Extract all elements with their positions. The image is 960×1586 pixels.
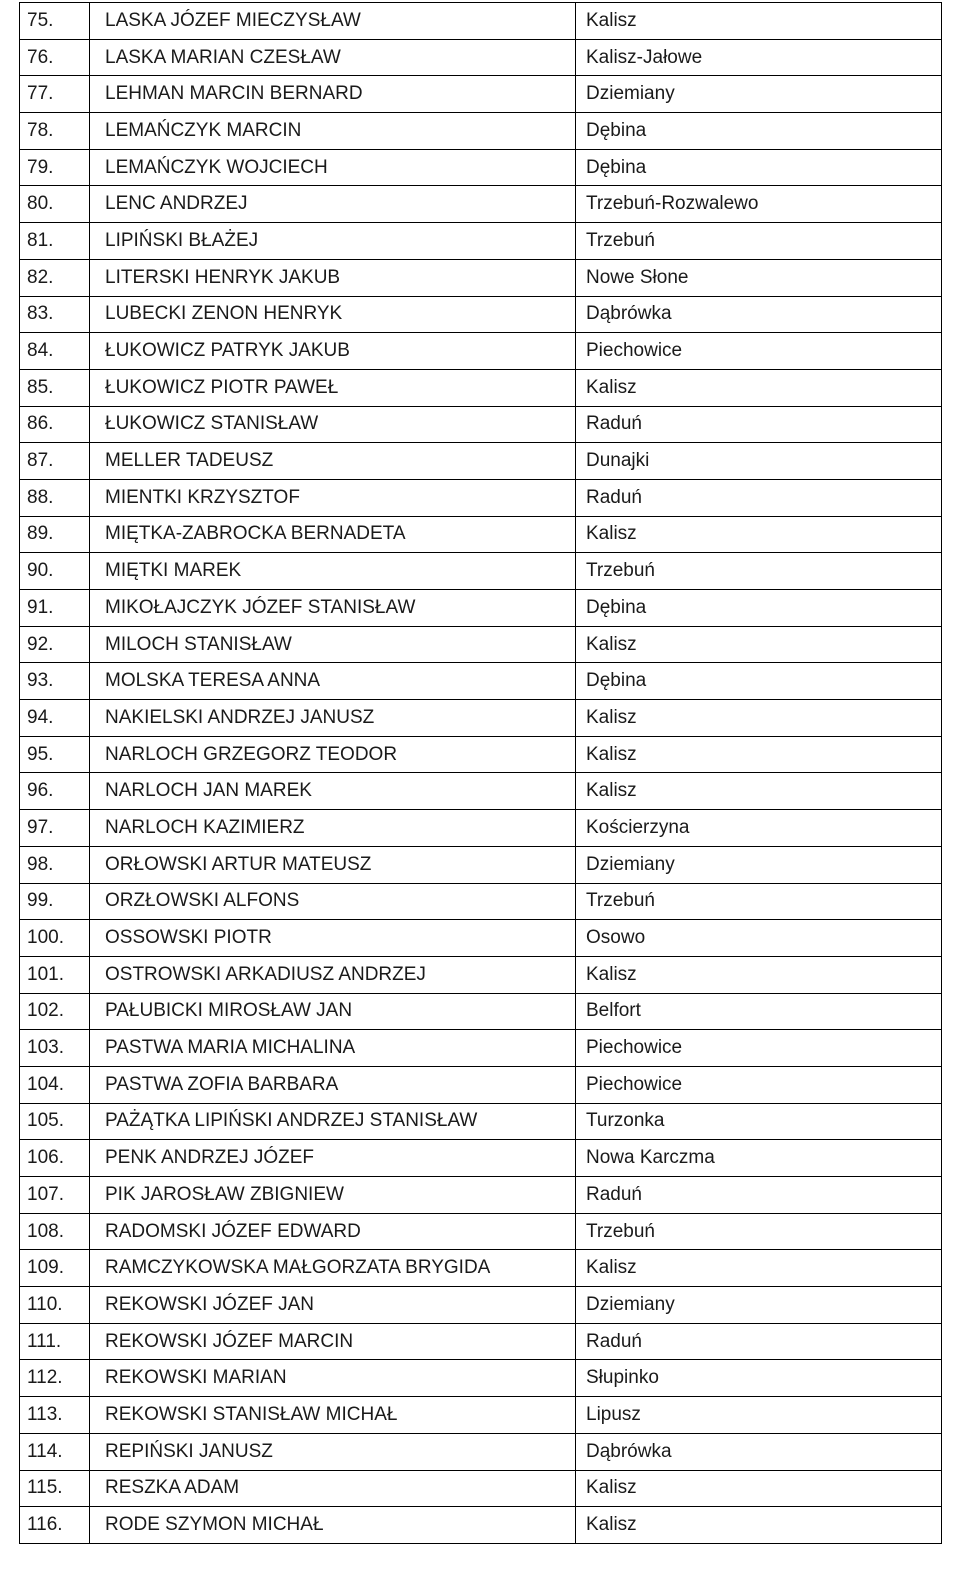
place-name: Kalisz bbox=[576, 956, 942, 993]
person-name: ORŁOWSKI ARTUR MATEUSZ bbox=[90, 846, 576, 883]
row-number: 81. bbox=[20, 223, 90, 260]
person-name: RESZKA ADAM bbox=[90, 1470, 576, 1507]
place-name: Piechowice bbox=[576, 333, 942, 370]
row-number: 113. bbox=[20, 1397, 90, 1434]
person-name: RAMCZYKOWSKA MAŁGORZATA BRYGIDA bbox=[90, 1250, 576, 1287]
place-name: Dębina bbox=[576, 149, 942, 186]
table-row bbox=[20, 1287, 942, 1324]
place-name: Piechowice bbox=[576, 1030, 942, 1067]
table-row bbox=[20, 1433, 942, 1470]
table-row bbox=[20, 1323, 942, 1360]
place-name: Trzebuń-Rozwalewo bbox=[576, 186, 942, 223]
row-number: 103. bbox=[20, 1030, 90, 1067]
place-name: Trzebuń bbox=[576, 223, 942, 260]
table-row bbox=[20, 296, 942, 333]
row-number: 92. bbox=[20, 626, 90, 663]
person-name: NARLOCH KAZIMIERZ bbox=[90, 810, 576, 847]
row-number: 82. bbox=[20, 259, 90, 296]
table-row bbox=[20, 39, 942, 76]
person-name: ORZŁOWSKI ALFONS bbox=[90, 883, 576, 920]
person-name: REKOWSKI JÓZEF MARCIN bbox=[90, 1323, 576, 1360]
table-row bbox=[20, 810, 942, 847]
person-name: MIENTKI KRZYSZTOF bbox=[90, 479, 576, 516]
place-name: Nowa Karczma bbox=[576, 1140, 942, 1177]
person-name: ŁUKOWICZ STANISŁAW bbox=[90, 406, 576, 443]
person-name: LASKA JÓZEF MIECZYSŁAW bbox=[90, 3, 576, 40]
place-name: Raduń bbox=[576, 479, 942, 516]
person-name: REPIŃSKI JANUSZ bbox=[90, 1433, 576, 1470]
row-number: 99. bbox=[20, 883, 90, 920]
person-name: MIĘTKA-ZABROCKA BERNADETA bbox=[90, 516, 576, 553]
person-name: REKOWSKI MARIAN bbox=[90, 1360, 576, 1397]
row-number: 108. bbox=[20, 1213, 90, 1250]
place-name: Dąbrówka bbox=[576, 296, 942, 333]
table-row bbox=[20, 479, 942, 516]
person-name: MIĘTKI MAREK bbox=[90, 553, 576, 590]
place-name: Dziemiany bbox=[576, 76, 942, 113]
place-name: Kalisz bbox=[576, 773, 942, 810]
row-number: 114. bbox=[20, 1433, 90, 1470]
row-number: 95. bbox=[20, 736, 90, 773]
place-name: Dziemiany bbox=[576, 1287, 942, 1324]
table-row bbox=[20, 773, 942, 810]
place-name: Kalisz bbox=[576, 3, 942, 40]
place-name: Nowe Słone bbox=[576, 259, 942, 296]
roster-body bbox=[20, 3, 942, 1544]
table-row bbox=[20, 846, 942, 883]
person-name: LUBECKI ZENON HENRYK bbox=[90, 296, 576, 333]
table-row bbox=[20, 333, 942, 370]
person-name: LIPIŃSKI BŁAŻEJ bbox=[90, 223, 576, 260]
table-row bbox=[20, 956, 942, 993]
place-name: Kalisz bbox=[576, 626, 942, 663]
place-name: Kalisz bbox=[576, 516, 942, 553]
row-number: 110. bbox=[20, 1287, 90, 1324]
row-number: 80. bbox=[20, 186, 90, 223]
table-row bbox=[20, 223, 942, 260]
table-row bbox=[20, 1397, 942, 1434]
person-name: MIKOŁAJCZYK JÓZEF STANISŁAW bbox=[90, 590, 576, 627]
person-name: ŁUKOWICZ PATRYK JAKUB bbox=[90, 333, 576, 370]
row-number: 90. bbox=[20, 553, 90, 590]
row-number: 115. bbox=[20, 1470, 90, 1507]
person-name: PASTWA ZOFIA BARBARA bbox=[90, 1066, 576, 1103]
place-name: Kalisz bbox=[576, 1470, 942, 1507]
row-number: 79. bbox=[20, 149, 90, 186]
table-row bbox=[20, 259, 942, 296]
table-row bbox=[20, 1140, 942, 1177]
place-name: Kalisz-Jałowe bbox=[576, 39, 942, 76]
row-number: 76. bbox=[20, 39, 90, 76]
row-number: 91. bbox=[20, 590, 90, 627]
table-row bbox=[20, 113, 942, 150]
person-name: LEHMAN MARCIN BERNARD bbox=[90, 76, 576, 113]
place-name: Kalisz bbox=[576, 1250, 942, 1287]
table-row bbox=[20, 76, 942, 113]
person-name: NARLOCH JAN MAREK bbox=[90, 773, 576, 810]
row-number: 83. bbox=[20, 296, 90, 333]
place-name: Turzonka bbox=[576, 1103, 942, 1140]
person-name: MILOCH STANISŁAW bbox=[90, 626, 576, 663]
place-name: Dziemiany bbox=[576, 846, 942, 883]
table-row bbox=[20, 516, 942, 553]
person-name: LENC ANDRZEJ bbox=[90, 186, 576, 223]
table-row bbox=[20, 626, 942, 663]
place-name: Kalisz bbox=[576, 1507, 942, 1544]
person-name: LASKA MARIAN CZESŁAW bbox=[90, 39, 576, 76]
row-number: 107. bbox=[20, 1177, 90, 1214]
person-name: PIK JAROSŁAW ZBIGNIEW bbox=[90, 1177, 576, 1214]
row-number: 98. bbox=[20, 846, 90, 883]
row-number: 75. bbox=[20, 3, 90, 40]
row-number: 106. bbox=[20, 1140, 90, 1177]
table-row bbox=[20, 369, 942, 406]
row-number: 112. bbox=[20, 1360, 90, 1397]
place-name: Dąbrówka bbox=[576, 1433, 942, 1470]
place-name: Kościerzyna bbox=[576, 810, 942, 847]
table-row bbox=[20, 700, 942, 737]
table-row bbox=[20, 1507, 942, 1544]
table-row bbox=[20, 1030, 942, 1067]
row-number: 94. bbox=[20, 700, 90, 737]
table-row bbox=[20, 1177, 942, 1214]
table-row bbox=[20, 553, 942, 590]
row-number: 104. bbox=[20, 1066, 90, 1103]
place-name: Dębina bbox=[576, 113, 942, 150]
person-name: PASTWA MARIA MICHALINA bbox=[90, 1030, 576, 1067]
row-number: 101. bbox=[20, 956, 90, 993]
place-name: Raduń bbox=[576, 406, 942, 443]
table-row bbox=[20, 1066, 942, 1103]
table-row bbox=[20, 3, 942, 40]
table-row bbox=[20, 186, 942, 223]
person-name: MELLER TADEUSZ bbox=[90, 443, 576, 480]
row-number: 105. bbox=[20, 1103, 90, 1140]
place-name: Dębina bbox=[576, 590, 942, 627]
table-row bbox=[20, 1250, 942, 1287]
table-row bbox=[20, 736, 942, 773]
place-name: Kalisz bbox=[576, 700, 942, 737]
table-row bbox=[20, 149, 942, 186]
row-number: 100. bbox=[20, 920, 90, 957]
row-number: 88. bbox=[20, 479, 90, 516]
table-row bbox=[20, 1213, 942, 1250]
table-row bbox=[20, 920, 942, 957]
row-number: 77. bbox=[20, 76, 90, 113]
table-row bbox=[20, 406, 942, 443]
row-number: 111. bbox=[20, 1323, 90, 1360]
person-name: LEMAŃCZYK WOJCIECH bbox=[90, 149, 576, 186]
row-number: 86. bbox=[20, 406, 90, 443]
person-name: LITERSKI HENRYK JAKUB bbox=[90, 259, 576, 296]
place-name: Lipusz bbox=[576, 1397, 942, 1434]
place-name: Trzebuń bbox=[576, 1213, 942, 1250]
person-name: PAŻĄTKA LIPIŃSKI ANDRZEJ STANISŁAW bbox=[90, 1103, 576, 1140]
place-name: Kalisz bbox=[576, 369, 942, 406]
person-name: PENK ANDRZEJ JÓZEF bbox=[90, 1140, 576, 1177]
row-number: 109. bbox=[20, 1250, 90, 1287]
place-name: Trzebuń bbox=[576, 553, 942, 590]
place-name: Piechowice bbox=[576, 1066, 942, 1103]
person-name: REKOWSKI STANISŁAW MICHAŁ bbox=[90, 1397, 576, 1434]
place-name: Raduń bbox=[576, 1323, 942, 1360]
person-name: RODE SZYMON MICHAŁ bbox=[90, 1507, 576, 1544]
row-number: 84. bbox=[20, 333, 90, 370]
person-name: OSTROWSKI ARKADIUSZ ANDRZEJ bbox=[90, 956, 576, 993]
person-name: RADOMSKI JÓZEF EDWARD bbox=[90, 1213, 576, 1250]
person-name: REKOWSKI JÓZEF JAN bbox=[90, 1287, 576, 1324]
row-number: 93. bbox=[20, 663, 90, 700]
row-number: 97. bbox=[20, 810, 90, 847]
place-name: Belfort bbox=[576, 993, 942, 1030]
row-number: 116. bbox=[20, 1507, 90, 1544]
place-name: Dunajki bbox=[576, 443, 942, 480]
place-name: Osowo bbox=[576, 920, 942, 957]
roster-table bbox=[19, 2, 942, 1544]
row-number: 96. bbox=[20, 773, 90, 810]
person-name: NARLOCH GRZEGORZ TEODOR bbox=[90, 736, 576, 773]
row-number: 78. bbox=[20, 113, 90, 150]
table-row bbox=[20, 1470, 942, 1507]
table-row bbox=[20, 1103, 942, 1140]
row-number: 85. bbox=[20, 369, 90, 406]
place-name: Trzebuń bbox=[576, 883, 942, 920]
table-row bbox=[20, 883, 942, 920]
table-row bbox=[20, 1360, 942, 1397]
place-name: Słupinko bbox=[576, 1360, 942, 1397]
table-row bbox=[20, 443, 942, 480]
place-name: Dębina bbox=[576, 663, 942, 700]
person-name: ŁUKOWICZ PIOTR PAWEŁ bbox=[90, 369, 576, 406]
person-name: LEMAŃCZYK MARCIN bbox=[90, 113, 576, 150]
person-name: OSSOWSKI PIOTR bbox=[90, 920, 576, 957]
row-number: 89. bbox=[20, 516, 90, 553]
place-name: Raduń bbox=[576, 1177, 942, 1214]
row-number: 102. bbox=[20, 993, 90, 1030]
person-name: PAŁUBICKI MIROSŁAW JAN bbox=[90, 993, 576, 1030]
person-name: NAKIELSKI ANDRZEJ JANUSZ bbox=[90, 700, 576, 737]
row-number: 87. bbox=[20, 443, 90, 480]
table-row bbox=[20, 663, 942, 700]
place-name: Kalisz bbox=[576, 736, 942, 773]
person-name: MOLSKA TERESA ANNA bbox=[90, 663, 576, 700]
table-row bbox=[20, 590, 942, 627]
table-row bbox=[20, 993, 942, 1030]
